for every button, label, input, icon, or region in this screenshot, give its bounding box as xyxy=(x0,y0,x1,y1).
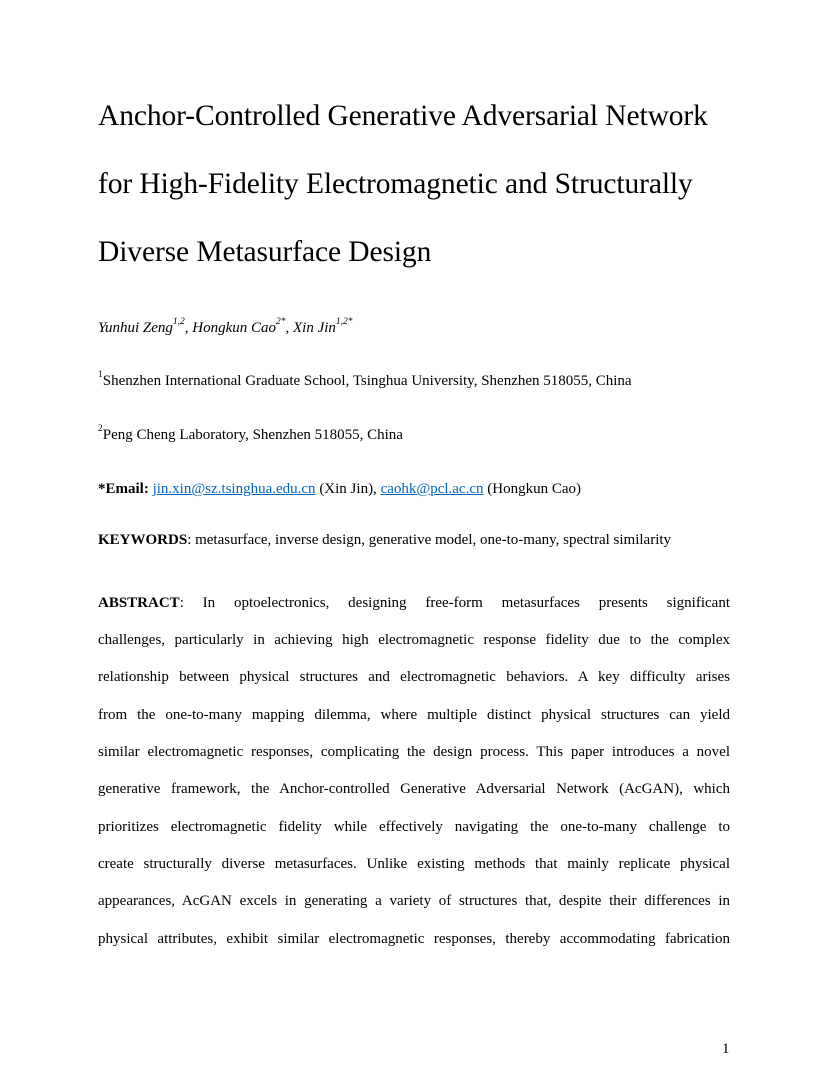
affiliation-2 xyxy=(98,424,403,444)
email-owner: (Hongkun Cao) xyxy=(483,481,581,497)
author-affiliation-mark: 2* xyxy=(276,317,286,327)
abstract-label: ABSTRACT xyxy=(98,595,180,611)
keywords xyxy=(98,532,671,549)
abstract-line: from the one-to-many mapping dilemma, where multiple distinct physical structures can yield xyxy=(98,707,730,723)
abstract-line-text: : In optoelectronics, designing free-form metasurfaces presents significant xyxy=(179,595,730,611)
abstract-line: similar electromagnetic responses, complicating the design process. This paper introduces a novel xyxy=(98,744,730,760)
abstract-line: relationship between physical structures and electromagnetic behaviors. A key difficulty arises xyxy=(98,669,730,685)
abstract-line: create structurally diverse metasurfaces. Unlike existing methods that mainly replicate physical xyxy=(98,856,730,872)
author-name: Hongkun Cao xyxy=(192,320,277,336)
abstract-line: generative framework, the Anchor-controlled Generative Adversarial Network (AcGAN), which xyxy=(98,781,730,797)
paper-title-line-2: for High-Fidelity Electromagnetic and Structurally xyxy=(98,168,693,200)
paper-title-line-1: Anchor-Controlled Generative Adversarial Network xyxy=(98,100,708,132)
author-affiliation-mark: 1,2 xyxy=(172,317,185,327)
page-number: 1 xyxy=(722,1041,730,1057)
author-name: Xin Jin xyxy=(293,320,336,336)
affiliation-text: Shenzhen International Graduate School, Tsinghua University, Shenzhen 518055, China xyxy=(102,373,632,389)
affiliation-mark: 1 xyxy=(98,370,103,380)
abstract-line: physical attributes, exhibit similar electromagnetic responses, thereby accommodating fabrication xyxy=(98,931,730,947)
abstract-line xyxy=(98,594,730,612)
paper-title-line-3: Diverse Metasurface Design xyxy=(98,236,432,268)
affiliation-text: Peng Cheng Laboratory, Shenzhen 518055, China xyxy=(102,427,403,443)
author-separator: , xyxy=(184,320,193,336)
keywords-label: KEYWORDS xyxy=(98,532,188,548)
abstract-line: challenges, particularly in achieving high electromagnetic response fidelity due to the complex xyxy=(98,632,730,648)
email-link-xin-jin[interactable]: jin.xin@sz.tsinghua.edu.cn xyxy=(152,481,316,497)
author-name: Yunhui Zeng xyxy=(98,320,173,336)
email-label: *Email: xyxy=(98,481,149,497)
abstract-line: appearances, AcGAN excels in generating a variety of structures that, despite their differences in xyxy=(98,893,730,909)
affiliation-mark: 2 xyxy=(98,424,103,434)
abstract-line: prioritizes electromagnetic fidelity while effectively navigating the one-to-many challenge to xyxy=(98,819,730,835)
keywords-text: : metasurface, inverse design, generative model, one-to-many, spectral similarity xyxy=(187,532,672,548)
email-link-hongkun-cao[interactable]: caohk@pcl.ac.cn xyxy=(380,481,484,497)
author-affiliation-mark: 1,2* xyxy=(335,317,353,327)
author-list xyxy=(98,317,353,337)
email-owner: (Xin Jin), xyxy=(315,481,381,497)
affiliation-1 xyxy=(98,370,632,390)
corresponding-email xyxy=(98,481,581,498)
author-separator: , xyxy=(285,320,294,336)
